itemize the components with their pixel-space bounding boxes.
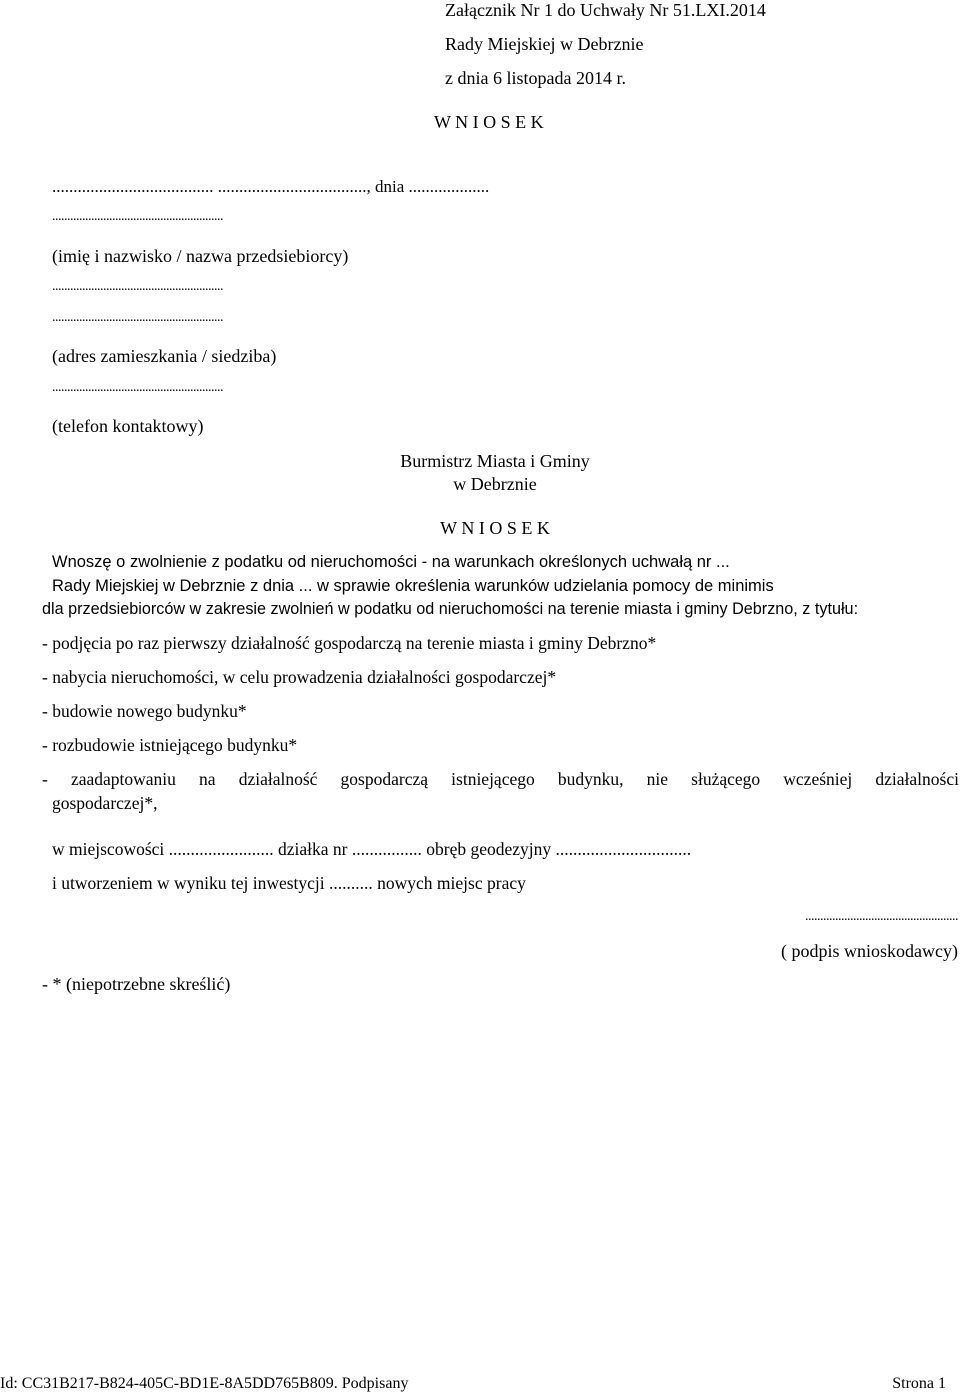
addressee-line-1: Burmistrz Miasta i Gminy xyxy=(400,451,590,471)
jobs-line: i utworzeniem w wyniku tej inwestycji .......... nowych miejsc pracy xyxy=(52,873,526,893)
body-title: W N I O S E K xyxy=(440,518,550,538)
option-property-purchase: - nabycia nieruchomości, w celu prowadzenia działalności gospodarczej* xyxy=(42,667,557,687)
title-top: W N I O S E K xyxy=(434,112,544,132)
footnote: - * (niepotrzebne skreślić) xyxy=(42,974,231,994)
name-caption: (imię i nazwisko / nazwa przedsiebiorcy) xyxy=(52,246,349,266)
address-dots-2: ......................................................... xyxy=(52,310,223,325)
option-building-adaptation-cont: gospodarczej*, xyxy=(52,793,158,813)
place-date-line: ...................................... ..................................., dnia ................... xyxy=(52,177,490,196)
body-line-2: Rady Miejskiej w Debrznie z dnia ... w sprawie określenia warunków udzielania pomocy de minimis xyxy=(52,577,774,595)
resolution-date-line: z dnia 6 listopada 2014 r. xyxy=(445,68,626,88)
phone-dots: ......................................................... xyxy=(52,380,223,395)
address-dots-1: ......................................................... xyxy=(52,279,223,294)
signature-caption: ( podpis wnioskodawcy) xyxy=(781,941,958,961)
address-caption: (adres zamieszkania / siedziba) xyxy=(52,346,277,366)
option-first-business: - podjęcia po raz pierwszy działalność gospodarczą na terenie miasta i gminy Debrzno* xyxy=(42,633,657,653)
body-line-1: Wnoszę o zwolnienie z podatku od nieruchomości - na warunkach określonych uchwałą nr ... xyxy=(52,553,730,571)
body-line-3: dla przedsiebiorców w zakresie zwolnień w podatku od nieruchomości na terenie miasta i gminy Debrzno, z tytułu: xyxy=(42,600,859,618)
footer-document-id: Id: CC31B217-B824-405C-BD1E-8A5DD765B809. Podpisany xyxy=(0,1375,409,1392)
option-building-adaptation: - zaadaptowaniu na działalność gospodarczą istniejącego budynku, nie służącego wcześniej działalności xyxy=(42,769,959,789)
addressee-line-2: w Debrznie xyxy=(453,474,537,494)
annex-line: Załącznik Nr 1 do Uchwały Nr 51.LXI.2014 xyxy=(445,0,766,20)
option-building-expansion: - rozbudowie istniejącego budynku* xyxy=(42,735,298,755)
council-line: Rady Miejskiej w Debrznie xyxy=(445,34,644,54)
option-new-building: - budowie nowego budynku* xyxy=(42,701,247,721)
signature-dots: ................................................... xyxy=(805,909,958,924)
name-dots: ......................................................... xyxy=(52,209,223,224)
footer-page-number: Strona 1 xyxy=(892,1375,946,1392)
phone-caption: (telefon kontaktowy) xyxy=(52,416,204,436)
location-line: w miejscowości ........................ działka nr ................ obręb geodezyjny ............................... xyxy=(52,839,692,859)
